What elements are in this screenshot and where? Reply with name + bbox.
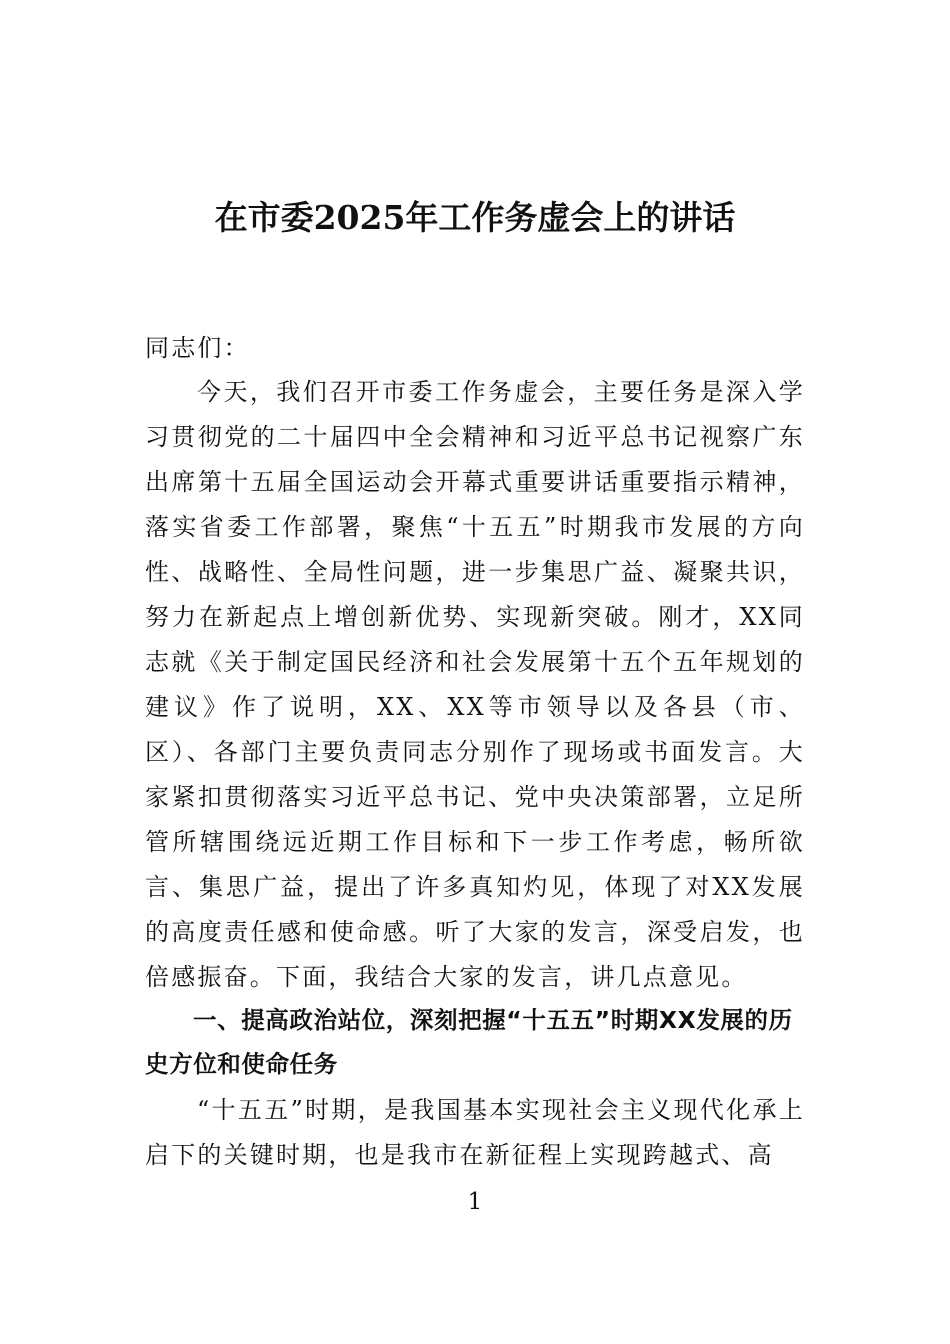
body-paragraph: 今天，我们召开市委工作务虚会，主要任务是深入学习贯彻党的二十届四中全会精神和习近平总书记视察广东出席第十五届全国运动会开幕式重要讲话重要指示精神，落实省委工作部署，聚焦“十五五”时期我市发展的方向性、战略性、全局性问题，进一步集思广益、凝聚共识，努力在新起点上增创新优势、实现新突破。刚才，XX同志就《关于制定国民经济和社会发展第十五个五年规划的建议》作了说明，XX、XX等市领导以及各县（市、区）、各部门主要负责同志分别作了现场或书面发言。大家紧扣贯彻落实习近平总书记、党中央决策部署，立足所管所辖围绕远近期工作目标和下一步工作考虑，畅所欲言、集思广益，提出了许多真知灼见，体现了对XX发展的高度责任感和使命感。听了大家的发言，深受启发，也倍感振奋。下面，我结合大家的发言，讲几点意见。 <box>145 378 805 991</box>
section-paragraph: “十五五”时期，是我国基本实现社会主义现代化承上启下的关键时期，也是我市在新征程上实现跨越式、高 <box>145 1096 805 1169</box>
salutation: 同志们： <box>145 334 250 362</box>
document-title: 在市委2025年工作务虚会上的讲话 <box>214 198 736 237</box>
section-heading: 一、提高政治站位，深刻把握“十五五”时期XX发展的历史方位和使命任务 <box>145 1006 793 1078</box>
page-number: 1 <box>467 1189 483 1215</box>
